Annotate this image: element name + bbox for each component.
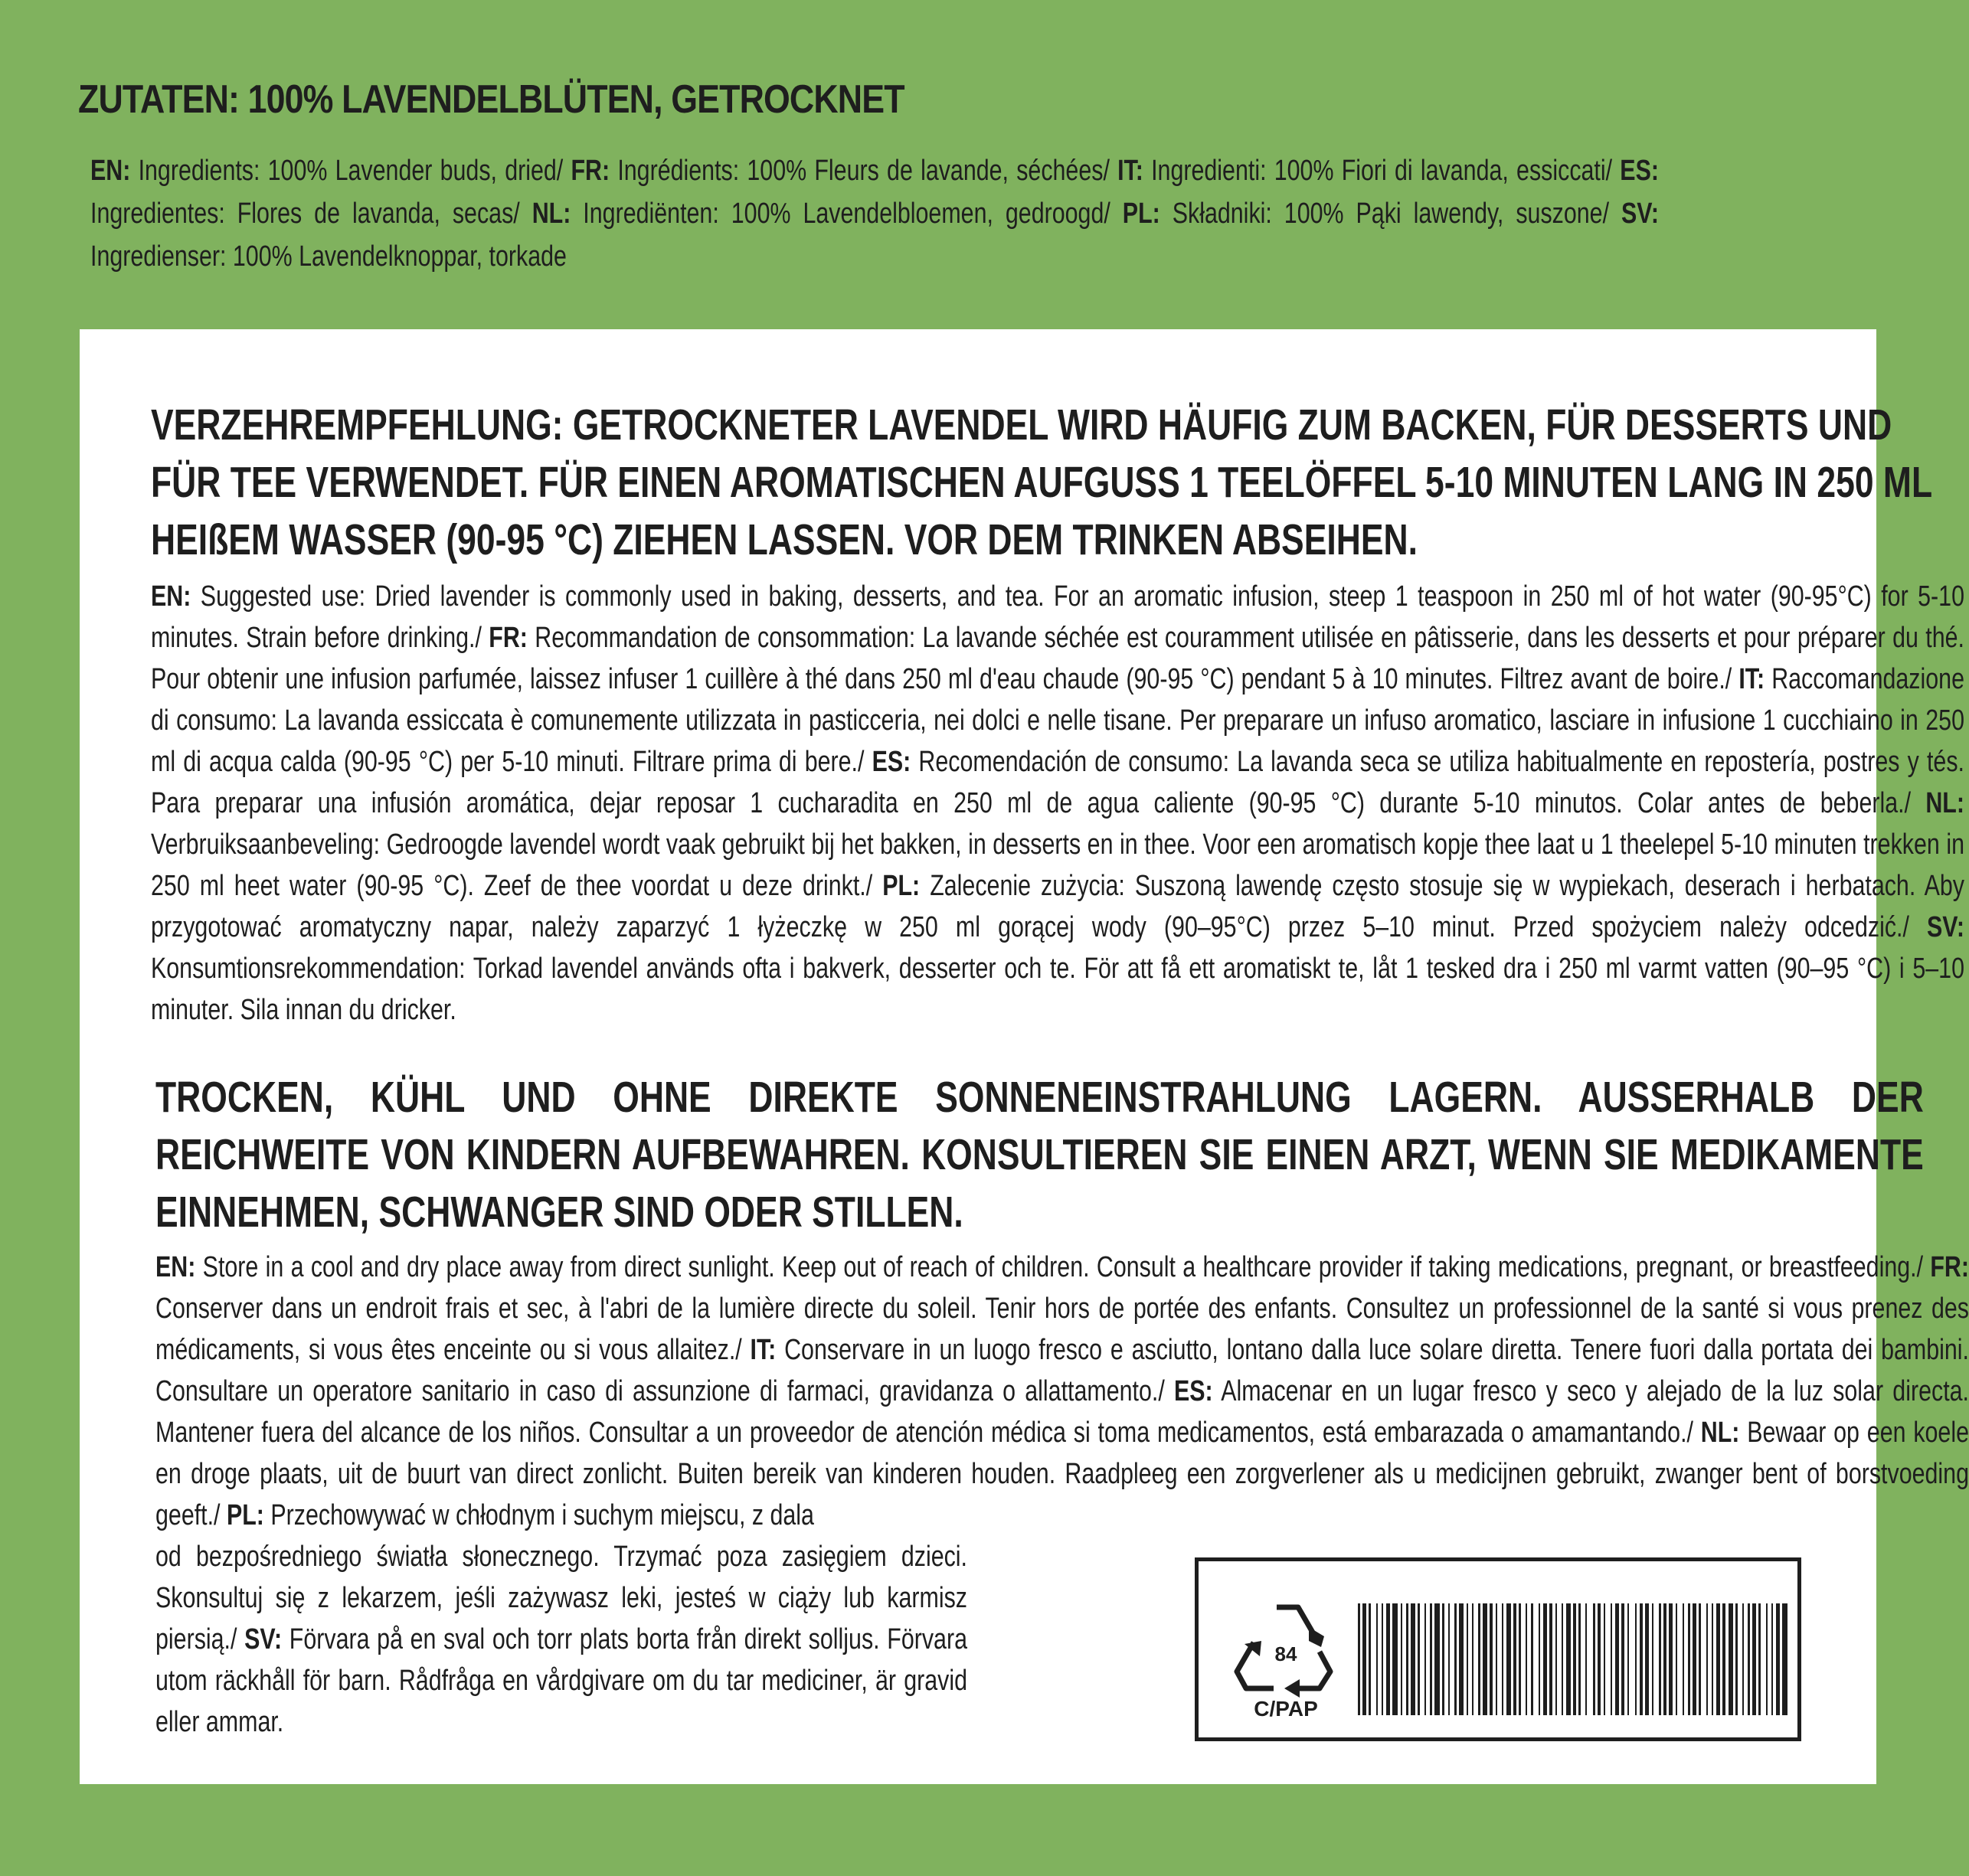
language-code: FR:	[1930, 1251, 1969, 1283]
barcode-bar	[1645, 1603, 1649, 1715]
barcode-bar	[1766, 1603, 1768, 1715]
barcode-bar	[1483, 1603, 1487, 1715]
barcode-bar	[1693, 1603, 1696, 1715]
barcode-bar	[1615, 1603, 1619, 1715]
translation-text: Recomendación de consumo: La lavanda seca se utiliza habitualmente en repostería, postres y tés. Para preparar una infusión aromática, dejar reposar 1 cucharadita en 250 ml de agua caliente (90-95 °C) durante 5-10 minutos. Colar antes de beberla./	[151, 746, 1964, 819]
recycling-code: C/PAP	[1254, 1697, 1318, 1721]
barcode-bar	[1434, 1603, 1440, 1715]
language-code: PL:	[882, 870, 921, 902]
recycling-barcode-box	[1195, 1557, 1801, 1741]
barcode-bar	[1467, 1603, 1468, 1715]
storage-translations-continued	[155, 1536, 967, 1743]
barcode-bar	[1513, 1603, 1516, 1715]
barcode-bar	[1430, 1603, 1432, 1715]
barcode-bar	[1585, 1603, 1587, 1715]
barcode-bar	[1758, 1603, 1761, 1715]
barcode-bar	[1401, 1603, 1402, 1715]
barcode-bar	[1392, 1603, 1398, 1715]
barcode-bar	[1771, 1603, 1773, 1715]
translation-text: od bezpośredniego światła słonecznego. Trzymać poza zasięgiem dzieci. Skonsultuj się z lekarzem, jeśli zażywasz leki, jesteś w ciąży lub karmisz piersią./	[155, 1541, 967, 1655]
barcode-bar	[1716, 1603, 1720, 1715]
barcode-bar	[1573, 1603, 1576, 1715]
barcode-bar	[1593, 1603, 1595, 1715]
storage-heading: TROCKEN, KÜHL UND OHNE DIREKTE SONNENEINSTRAHLUNG LAGERN. AUSSERHALB DER REICHWEITE VON KINDERN AUFBEWAHREN. KONSULTIEREN SIE EINEN ARZT, WENN SIE MEDIKAMENTE EINNEHMEN, SCHWANGER SIND ODER STILLEN.	[155, 1073, 1924, 1237]
recycling-number: 84	[1274, 1642, 1297, 1665]
barcode-bar	[1406, 1603, 1408, 1715]
usage-heading: VERZEHREMPFEHLUNG: GETROCKNETER LAVENDEL WIRD HÄUFIG ZUM BACKEN, FÜR DESSERTS UND FÜR TEE VERWENDET. FÜR EINEN AROMATISCHEN AUFGUSS 1 TEELÖFFEL 5-10 MINUTEN LANG IN 250 ML HEIßEM WASSER (90-95 °C) ZIEHEN LASSEN. VOR DEM TRINKEN ABSEIHEN.	[151, 400, 1932, 564]
translation-text: Ingredientes: Flores de lavanda, secas/	[90, 198, 532, 230]
language-code: IT:	[1117, 155, 1143, 187]
barcode-bar	[1742, 1603, 1744, 1715]
barcode-bar	[1659, 1603, 1661, 1715]
ingredients-title: ZUTATEN: 100% LAVENDELBLÜTEN, GETROCKNET	[78, 77, 904, 122]
translation-text: Store in a cool and dry place away from direct sunlight. Keep out of reach of children. Consult a healthcare provider if taking medications, pregnant, or breastfeeding./	[195, 1251, 1931, 1283]
translation-text: Ingredients: 100% Lavender buds, dried/	[130, 155, 571, 187]
language-code: IT:	[1738, 663, 1765, 695]
barcode-bar	[1627, 1603, 1629, 1715]
barcode-bar	[1640, 1603, 1643, 1715]
barcode-bar	[1496, 1603, 1497, 1715]
recycling-symbol-icon	[1229, 1590, 1344, 1721]
translation-text: Förvara på en sval och torr plats borta från direkt solljus. Förvara utom räckhåll för barn. Rådfråga en vårdgivare om du tar mediciner, är gravid eller ammar.	[155, 1623, 967, 1738]
language-code: SV:	[1621, 198, 1659, 230]
barcode-bar	[1635, 1603, 1637, 1715]
barcode-bar	[1669, 1603, 1673, 1715]
barcode-bar	[1424, 1603, 1426, 1715]
barcode-bar	[1442, 1603, 1444, 1715]
barcode-bar	[1652, 1603, 1653, 1715]
translation-text: Składniki: 100% Pąki lawendy, suszone/	[1159, 198, 1621, 230]
language-code: FR:	[571, 155, 610, 187]
barcode-bar	[1382, 1603, 1383, 1715]
language-code: EN:	[155, 1251, 196, 1283]
language-code: NL:	[1700, 1417, 1740, 1449]
translation-text: Conserver dans un endroit frais et sec, à l'abri de la lumière directe du soleil. Tenir hors de portée des enfants. Consultez un professionnel de la santé si vous prenez des médicaments, si vous êtes enceinte ou si vous allaitez./	[155, 1293, 1969, 1366]
barcode-bar	[1549, 1603, 1552, 1715]
language-code: PL:	[1122, 198, 1160, 230]
translation-text: Raccomandazione di consumo: La lavanda essiccata è comunemente utilizzata in pasticceria, nei dolci e nelle tisane. Per preparare un infuso aromatico, lasciare in infusione 1 cucchiaino in 250 ml di acqua calda (90-95 °C) per 5-10 minuti. Filtrare prima di bere./	[151, 663, 1964, 778]
barcode-bar	[1663, 1603, 1666, 1715]
barcode-bar	[1555, 1603, 1557, 1715]
translation-text: Bewaar op een koele en droge plaats, uit de buurt van direct zonlicht. Buiten bereik van kinderen houden. Raadpleeg een zorgverlener als u medicijnen gebruikt, zwanger bent of borstvoeding geeft./	[155, 1417, 1969, 1531]
translation-text: Ingredienti: 100% Fiori di lavanda, essiccati/	[1143, 155, 1621, 187]
translation-text: Ingrédients: 100% Fleurs de lavande, séchées/	[610, 155, 1118, 187]
translation-text: Ingredienser: 100% Lavendelknoppar, torkade	[90, 240, 567, 273]
barcode-bar	[1472, 1603, 1473, 1715]
barcode-bar	[1566, 1603, 1571, 1715]
language-code: EN:	[151, 580, 191, 613]
barcode-bar	[1543, 1603, 1547, 1715]
barcode-bar	[1448, 1603, 1450, 1715]
storage-translations	[155, 1247, 1969, 1536]
barcode-bar	[1369, 1603, 1371, 1715]
translation-text: Zalecenie zużycia: Suszoną lawendę często stosuje się w wypiekach, deserach i herbatach. Aby przygotować aromatyczny napar, należy zaparzyć 1 łyżeczkę w 250 ml gorącej wody (90–95°C) przez 5–10 minut. Przed spożyciem należy odcedzić./	[151, 870, 1964, 943]
barcode-bar	[1506, 1603, 1511, 1715]
barcode-bar	[1748, 1603, 1750, 1715]
barcode-bar	[1699, 1603, 1701, 1715]
barcode-bar	[1411, 1603, 1415, 1715]
translation-text: Ingrediënten: 100% Lavendelbloemen, gedroogd/	[571, 198, 1123, 230]
translation-text: Verbruiksaanbeveling: Gedroogde lavendel wordt vaak gebruikt bij het bakken, in desserts en in thee. Voor een aromatisch kopje thee laat u 1 theelepel 5-10 minuten trekken in 250 ml heet water (90-95 °C). Zeef de thee voordat u deze drinkt./	[151, 829, 1964, 902]
barcode-bar	[1358, 1603, 1360, 1715]
translation-text: Przechowywać w chłodnym i suchym miejscu, z dala	[263, 1499, 814, 1531]
barcode-bar	[1376, 1603, 1378, 1715]
barcode-bar	[1735, 1603, 1738, 1715]
barcode-bar	[1782, 1603, 1787, 1715]
barcode-bar	[1459, 1603, 1464, 1715]
barcode-bar	[1604, 1603, 1605, 1715]
barcode-bar	[1676, 1603, 1677, 1715]
barcode-bar	[1683, 1603, 1684, 1715]
language-code: SV:	[1927, 911, 1964, 943]
language-code: NL:	[531, 198, 571, 230]
barcode-bar	[1598, 1603, 1601, 1715]
language-code: EN:	[90, 155, 131, 187]
barcode-bar	[1621, 1603, 1624, 1715]
language-code: ES:	[1620, 155, 1659, 187]
barcode-bar	[1712, 1603, 1713, 1715]
barcode-bar	[1578, 1603, 1581, 1715]
barcode-bar	[1729, 1603, 1733, 1715]
translation-text: Suggested use: Dried lavender is commonly used in baking, desserts, and tea. For an aromatic infusion, steep 1 teaspoon in 250 ml of hot water (90-95°C) for 5-10 minutes. Strain before drinking./	[151, 580, 1964, 654]
barcode-bar	[1519, 1603, 1521, 1715]
barcode-bar	[1526, 1603, 1527, 1715]
barcode-bar	[1539, 1603, 1540, 1715]
barcode-bar	[1531, 1603, 1533, 1715]
language-code: ES:	[1173, 1375, 1213, 1407]
barcode	[1358, 1603, 1787, 1715]
barcode-bar	[1362, 1603, 1366, 1715]
barcode-bar	[1454, 1603, 1457, 1715]
barcode-bar	[1562, 1603, 1563, 1715]
language-code: NL:	[1925, 787, 1964, 819]
language-code: ES:	[872, 746, 911, 778]
language-code: IT:	[750, 1334, 777, 1366]
barcode-bar	[1688, 1603, 1690, 1715]
language-code: PL:	[226, 1499, 264, 1531]
translation-text: Conservare in un luogo fresco e asciutto, lontano dalla luce solare diretta. Tenere fuori dalla portata dei bambini. Consultare un operatore sanitario in caso di assunzione di farmaci, gravidanza o allattamento./	[155, 1334, 1969, 1407]
barcode-bar	[1490, 1603, 1493, 1715]
barcode-bar	[1776, 1603, 1780, 1715]
barcode-bar	[1752, 1603, 1756, 1715]
barcode-bar	[1722, 1603, 1725, 1715]
usage-translations	[151, 576, 1964, 1031]
barcode-bar	[1478, 1603, 1480, 1715]
translation-text: Almacenar en un lugar fresco y seco y alejado de la luz solar directa. Mantener fuera del alcance de los niños. Consultar a un proveedor de atención médica si toma medicamentos, está embarazada o amamantando./	[155, 1375, 1969, 1449]
ingredients-translations	[90, 149, 1659, 278]
barcode-bar	[1611, 1603, 1612, 1715]
translation-text: Konsumtionsrekommendation: Torkad lavendel används ofta i bakverk, desserter och te. För att få ett aromatiskt te, låt 1 tesked dra i 250 ml varmt vatten (90–95 °C) i 5–10 minuter. Sila innan du dricker.	[151, 953, 1964, 1026]
barcode-bar	[1418, 1603, 1420, 1715]
barcode-bar	[1386, 1603, 1390, 1715]
language-code: FR:	[489, 622, 528, 654]
translation-text: Recommandation de consommation: La lavande séchée est couramment utilisée en pâtisserie, dans les desserts et pour préparer du thé. Pour obtenir une infusion parfumée, laissez infuser 1 cuillère à thé dans 250 ml d'eau chaude (90-95 °C) pendant 5 à 10 minutes. Filtrez avant de boire./	[151, 622, 1964, 695]
language-code: SV:	[244, 1623, 283, 1655]
barcode-bar	[1706, 1603, 1708, 1715]
barcode-bar	[1502, 1603, 1503, 1715]
